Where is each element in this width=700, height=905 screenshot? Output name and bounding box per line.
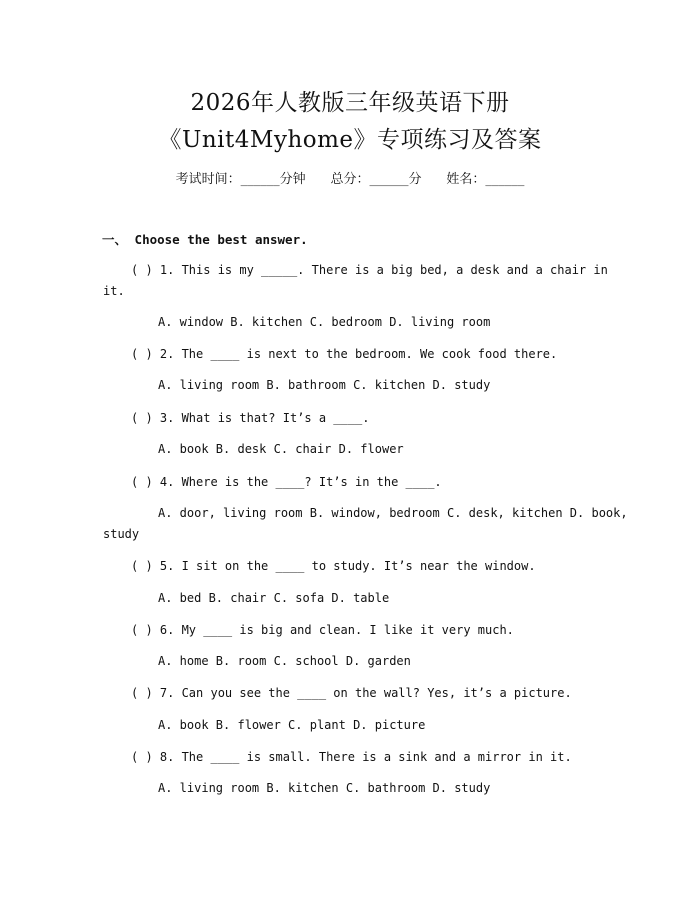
time-blank: ______	[240, 172, 280, 187]
question-options: A. living room B. kitchen C. bathroom D. study	[158, 781, 491, 795]
name-label: 姓名：	[446, 172, 486, 187]
section-heading	[102, 230, 308, 248]
name-blank: ______	[485, 172, 525, 187]
section-title: Choose the best answer.	[134, 232, 308, 247]
question-stem: ( ) 6. My ____ is big and clean. I like it very much.	[131, 623, 514, 637]
question-options: A. home B. room C. school D. garden	[158, 654, 411, 668]
exam-info-line	[0, 168, 700, 187]
section-number: 一、	[102, 232, 128, 247]
question-options: A. living room B. bathroom C. kitchen D. study	[158, 378, 491, 392]
score-label: 总分：	[330, 172, 370, 187]
question-stem-continued: it.	[103, 284, 125, 298]
question-stem: ( ) 7. Can you see the ____ on the wall? Yes, it’s a picture.	[131, 686, 572, 700]
question-options-continued: study	[103, 527, 140, 541]
question-stem: ( ) 2. The ____ is next to the bedroom. We cook food there.	[131, 347, 558, 361]
question-options: A. window B. kitchen C. bedroom D. living room	[158, 315, 491, 329]
page-title: 2026年人教版三年级英语下册	[190, 90, 510, 116]
page-subtitle: 《Unit4Myhome》专项练习及答案	[158, 127, 542, 153]
score-blank: ______	[369, 172, 409, 187]
time-label: 考试时间：	[175, 172, 241, 187]
time-unit: 分钟	[279, 172, 306, 187]
question-stem: ( ) 4. Where is the ____? It’s in the ____.	[131, 475, 442, 489]
question-stem: ( ) 1. This is my _____. There is a big bed, a desk and a chair in	[131, 263, 608, 277]
question-options: A. book B. desk C. chair D. flower	[158, 442, 404, 456]
question-stem: ( ) 5. I sit on the ____ to study. It’s near the window.	[131, 559, 536, 573]
question-stem: ( ) 8. The ____ is small. There is a sink and a mirror in it.	[131, 750, 572, 764]
question-stem: ( ) 3. What is that? It’s a ____.	[131, 411, 370, 425]
question-options: A. door, living room B. window, bedroom C. desk, kitchen D. book,	[158, 506, 628, 520]
score-unit: 分	[408, 172, 422, 187]
question-options: A. book B. flower C. plant D. picture	[158, 718, 426, 732]
question-options: A. bed B. chair C. sofa D. table	[158, 591, 390, 605]
